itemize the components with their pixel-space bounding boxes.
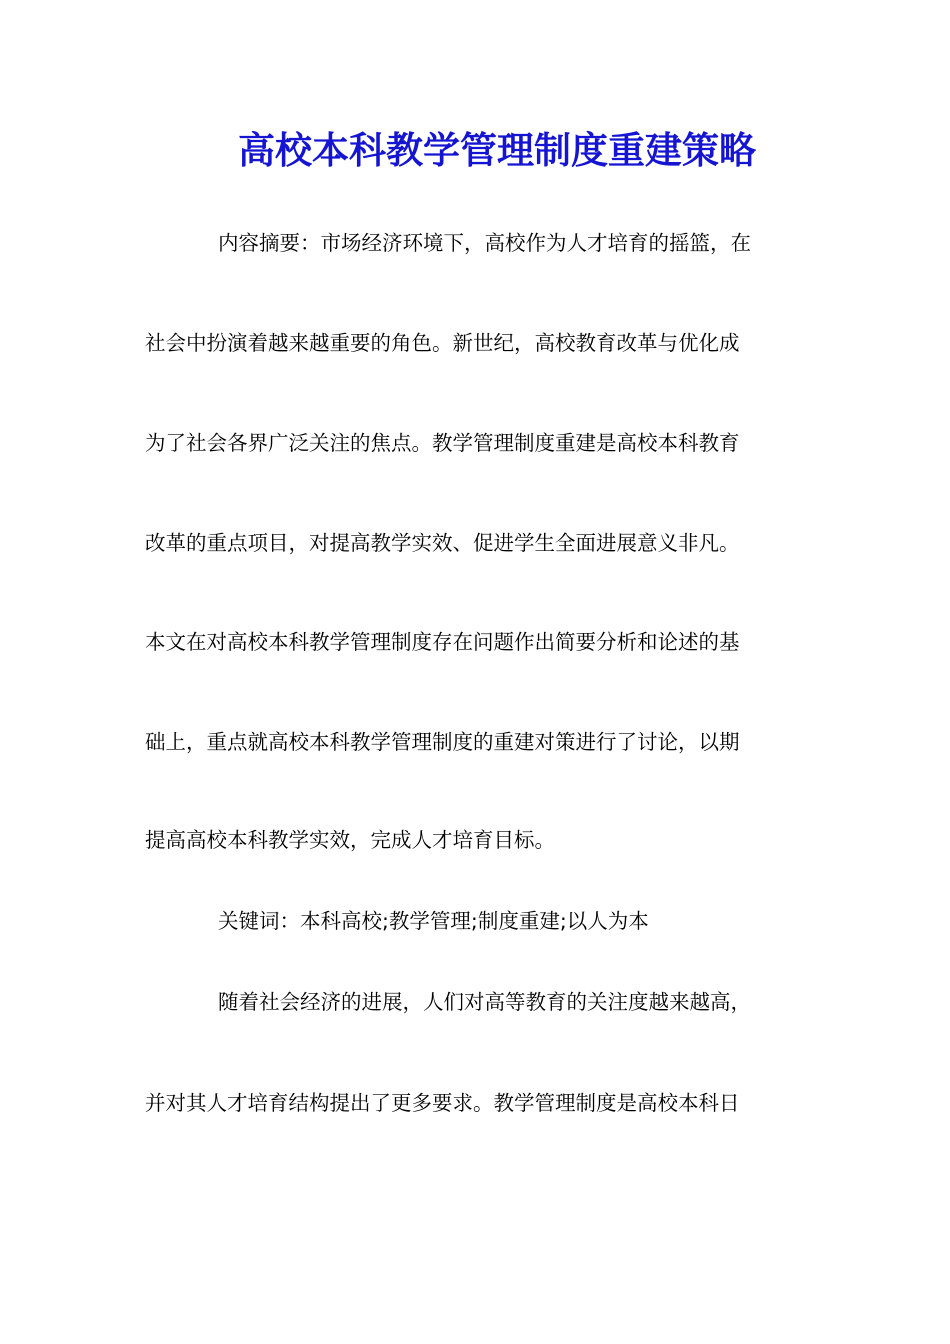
abstract-line: 本文在对高校本科教学管理制度存在问题作出简要分析和论述的基	[145, 630, 740, 654]
document-title: 高校本科教学管理制度重建策略	[238, 128, 756, 172]
keywords-line: 关键词：本科高校;教学管理;制度重建;以人为本	[218, 909, 649, 933]
abstract-line: 内容摘要：市场经济环境下，高校作为人才培育的摇篮，在	[218, 231, 751, 255]
abstract-line: 社会中扮演着越来越重要的角色。新世纪，高校教育改革与优化成	[145, 331, 740, 355]
body-line: 并对其人才培育结构提出了更多要求。教学管理制度是高校本科日	[145, 1091, 740, 1115]
abstract-line: 为了社会各界广泛关注的焦点。教学管理制度重建是高校本科教育	[145, 431, 740, 455]
abstract-line: 改革的重点项目，对提高教学实效、促进学生全面进展意义非凡。	[145, 531, 740, 555]
abstract-line: 提高高校本科教学实效，完成人才培育目标。	[145, 828, 555, 852]
body-line: 随着社会经济的进展，人们对高等教育的关注度越来越高，	[218, 990, 751, 1014]
abstract-line: 础上，重点就高校本科教学管理制度的重建对策进行了讨论，以期	[145, 730, 740, 754]
